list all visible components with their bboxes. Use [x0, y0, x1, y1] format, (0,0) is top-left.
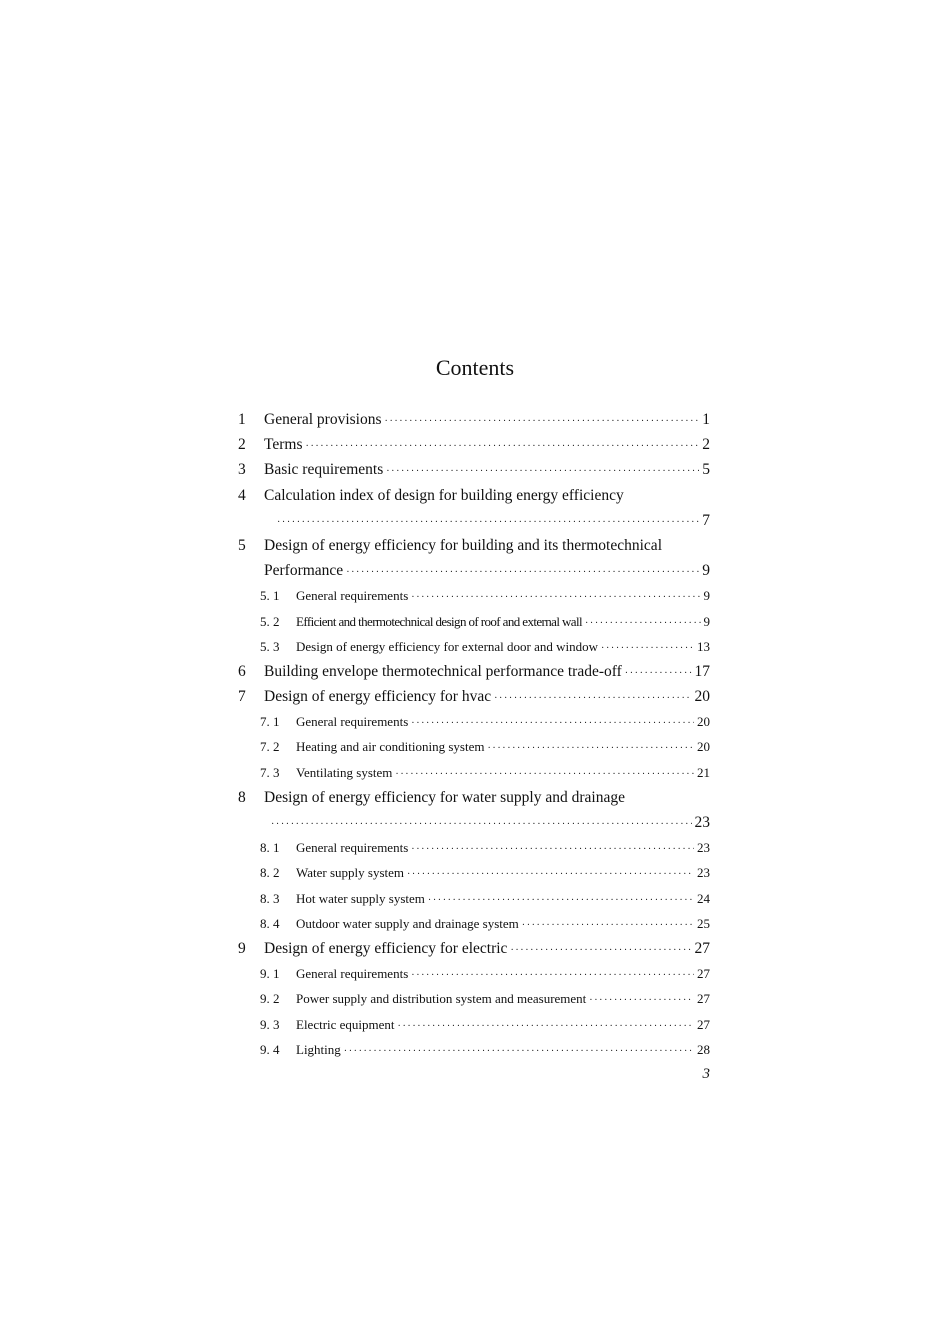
page-title: Contents: [435, 355, 515, 380]
dot-leader: [395, 762, 694, 787]
toc-entry-number: 7: [238, 688, 246, 706]
toc-entry-page: 5: [702, 461, 710, 479]
dot-leader: [494, 686, 691, 711]
toc-entry-number: 7. 1: [260, 714, 280, 730]
toc-entry-label: Design of energy efficiency for electric: [264, 939, 508, 957]
toc-entry-7-2[interactable]: [238, 734, 710, 759]
toc-entry-label: Heating and air conditioning system: [296, 739, 485, 755]
toc-entry-1[interactable]: [238, 407, 710, 432]
toc-entry-number: 7. 2: [260, 739, 280, 755]
toc-entry-9[interactable]: [238, 936, 710, 961]
toc-entry-label: Terms: [264, 436, 303, 454]
toc-entry-5-2[interactable]: [238, 609, 710, 634]
toc-entry-number: 2: [238, 436, 246, 454]
toc-entry-label: General requirements: [296, 714, 409, 730]
toc-entry-label: Water supply system: [296, 865, 404, 881]
toc-entry-page: 28: [697, 1041, 710, 1057]
toc-entry-number: 8. 3: [260, 890, 280, 906]
toc-entry-label: Design of energy efficiency for water supply and drainage: [264, 788, 625, 806]
toc-entry-5[interactable]: [238, 533, 710, 558]
toc-entry-number: 8. 1: [260, 840, 280, 856]
toc-entry-8-1[interactable]: [238, 835, 710, 860]
toc-entry-label: Design of energy efficiency for external door and window: [296, 638, 599, 654]
dot-leader: [411, 963, 694, 988]
dot-leader: [386, 459, 699, 484]
toc-entry-8-3[interactable]: [238, 886, 710, 911]
dot-leader: [277, 510, 699, 535]
toc-entry-label: Power supply and distribution system and measurement: [296, 991, 587, 1007]
dot-leader: [589, 988, 694, 1013]
toc-entry-number: 5. 3: [260, 638, 280, 654]
toc-entry-page: 23: [697, 840, 710, 856]
toc-entry-3[interactable]: [238, 457, 710, 482]
toc-entry-number: 9. 3: [260, 1016, 280, 1032]
toc-entry-number: 7. 3: [260, 764, 280, 780]
dot-leader: [271, 812, 692, 837]
toc-entry-label: Design of energy efficiency for building and its thermotechnical: [264, 536, 662, 554]
toc-entry-page: 27: [694, 939, 710, 957]
table-of-contents: [238, 407, 710, 1062]
dot-leader: [510, 938, 691, 963]
toc-entry-label: Ventilating system: [296, 764, 393, 780]
toc-entry-label: General requirements: [296, 588, 409, 604]
toc-entry-number: 5. 2: [260, 613, 280, 629]
toc-entry-number: 6: [238, 662, 246, 680]
toc-entry-page: 9: [703, 588, 710, 604]
dot-leader: [344, 1039, 694, 1064]
toc-entry-8-2[interactable]: [238, 860, 710, 885]
toc-entry-page: 20: [697, 739, 710, 755]
toc-entry-2[interactable]: [238, 432, 710, 457]
dot-leader: [428, 888, 694, 913]
toc-entry-number: 4: [238, 486, 246, 504]
toc-entry-page: 25: [697, 915, 710, 931]
dot-leader: [522, 913, 694, 938]
toc-entry-page: 27: [697, 1016, 710, 1032]
toc-entry-label: Hot water supply system: [296, 890, 425, 906]
toc-entry-number: 9. 4: [260, 1041, 280, 1057]
toc-entry-label: General requirements: [296, 840, 409, 856]
toc-entry-page: 1: [702, 411, 710, 428]
toc-entry-8[interactable]: [238, 785, 710, 810]
toc-entry-5-1[interactable]: [238, 583, 710, 608]
toc-entry-4[interactable]: [238, 483, 710, 508]
toc-entry-page: 13: [697, 638, 710, 654]
toc-entry-label-continuation: Performance: [264, 562, 344, 580]
toc-entry-number: 1: [238, 411, 246, 428]
toc-entry-page: 23: [697, 865, 710, 881]
dot-leader: [487, 736, 694, 761]
toc-entry-number: 5. 1: [260, 588, 280, 604]
toc-entry-page: 2: [702, 436, 710, 454]
toc-entry-label: General requirements: [296, 966, 409, 982]
toc-entry-page: 20: [694, 688, 710, 706]
toc-entry-4-continuation[interactable]: [238, 508, 710, 533]
toc-entry-5-3[interactable]: [238, 634, 710, 659]
dot-leader: [411, 585, 700, 610]
toc-entry-label: Efficient and thermotechnical design of roof and external wall: [296, 613, 582, 629]
toc-entry-7[interactable]: [238, 684, 710, 709]
toc-entry-page: 9: [703, 613, 710, 629]
dot-leader: [411, 711, 694, 736]
page-number: 3: [702, 1066, 710, 1082]
toc-entry-page: 27: [697, 991, 710, 1007]
toc-entry-7-3[interactable]: [238, 760, 710, 785]
toc-entry-label: Outdoor water supply and drainage system: [296, 915, 519, 931]
toc-entry-page: 27: [697, 966, 710, 982]
toc-entry-8-4[interactable]: [238, 911, 710, 936]
toc-entry-6[interactable]: [238, 659, 710, 684]
dot-leader: [398, 1014, 694, 1039]
toc-entry-page: 23: [694, 814, 710, 831]
toc-entry-label: Electric equipment: [296, 1016, 395, 1032]
toc-entry-5-continuation[interactable]: [238, 558, 710, 583]
toc-entry-9-3[interactable]: [238, 1012, 710, 1037]
toc-entry-page: 17: [694, 662, 710, 680]
toc-entry-number: 3: [238, 461, 246, 479]
toc-entry-8-continuation[interactable]: [238, 810, 710, 835]
toc-entry-label: Basic requirements: [264, 461, 384, 479]
dot-leader: [306, 434, 700, 459]
dot-leader: [385, 409, 700, 434]
toc-entry-7-1[interactable]: [238, 709, 710, 734]
toc-entry-page: 21: [697, 764, 710, 780]
dot-leader: [625, 661, 692, 686]
toc-entry-number: 8. 2: [260, 865, 280, 881]
toc-entry-9-2[interactable]: [238, 986, 710, 1011]
toc-entry-number: 9. 2: [260, 991, 280, 1007]
toc-entry-page: 7: [702, 511, 710, 529]
toc-entry-label: Lighting: [296, 1041, 341, 1057]
toc-entry-number: 8. 4: [260, 915, 280, 931]
toc-entry-number: 5: [238, 536, 246, 554]
toc-entry-label: Design of energy efficiency for hvac: [264, 688, 492, 706]
dot-leader: [601, 636, 694, 661]
toc-entry-number: 8: [238, 788, 246, 806]
toc-entry-number: 9: [238, 939, 246, 957]
toc-entry-label: General provisions: [264, 411, 382, 428]
toc-entry-9-1[interactable]: [238, 961, 710, 986]
dot-leader: [407, 862, 694, 887]
toc-entry-label: Building envelope thermotechnical performance trade-off: [264, 662, 622, 680]
toc-entry-label: Calculation index of design for building energy efficiency: [264, 486, 624, 504]
toc-entry-9-4[interactable]: [238, 1037, 710, 1062]
dot-leader: [346, 560, 699, 585]
toc-entry-page: 9: [702, 562, 710, 580]
toc-entry-page: 24: [697, 890, 710, 906]
dot-leader: [411, 837, 694, 862]
toc-entry-page: 20: [697, 714, 710, 730]
dot-leader: [585, 611, 701, 636]
toc-entry-number: 9. 1: [260, 966, 280, 982]
